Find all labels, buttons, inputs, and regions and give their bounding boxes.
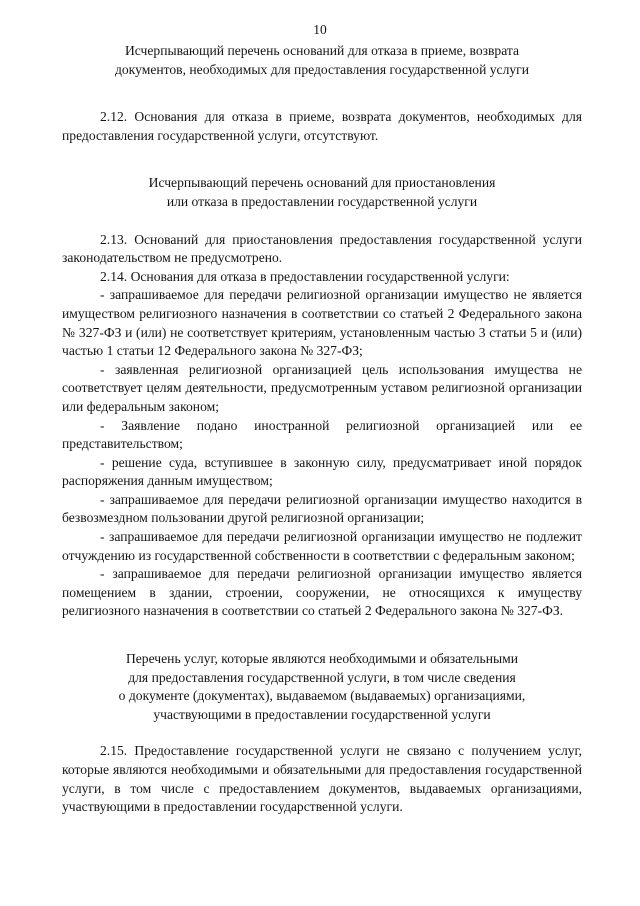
heading-line: Исчерпывающий перечень оснований для отказа в приеме, возврата [124,43,520,58]
refusal-ground-item: - запрашиваемое для передачи религиозной организации имущество является помещением в здании, строении, сооружении, не относящихся к имуществу религиозного назначения в соответствии со статьей 2 Федерального закона № 327-ФЗ. [62,566,582,619]
paragraph-2-15: 2.15. Предоставление государственной услуги не связано с получением услуг, которые являются необходимыми и обязательными для предоставления государственной услуги, в том числе с предоставлением документов, выдаваемых организациями, участвующими в предоставлении государственной услуги. [62,743,582,815]
paragraph-2-12: 2.12. Основания для отказа в приеме, возврата документов, необходимых для предоставления государственной услуги, отсутствуют. [62,109,582,143]
document-body [62,42,582,817]
heading-line: о документе (документах), выдаваемом (выдаваемых) организациями, [118,688,526,704]
heading-line: для предоставления государственной услуги, в том числе сведения [128,669,516,685]
paragraph-2-14-intro: 2.14. Основания для отказа в предоставлении государственной услуги: [100,268,510,284]
refusal-ground-item: - решение суда, вступившее в законную силу, предусматривает иной порядок распоряжения данным имуществом; [62,454,582,489]
refusal-ground-item: - запрашиваемое для передачи религиозной организации имущество не является имуществом религиозного назначения в соответствии со статьей 2 Федерального закона № 327-ФЗ и (или) не соответствует критериям, установленным частью 3 статьи 5 и (или) частью 1 статьи 12 Федерального закона № 327-ФЗ; [62,287,582,359]
refusal-ground-item: - запрашиваемое для передачи религиозной организации имущество находится в безвозмездном пользовании другой религиозной организации; [62,491,582,526]
heading-line: или отказа в предоставлении государственной услуги [166,193,478,209]
refusal-ground-item: - Заявление подано иностранной религиозной организацией или ее представительством; [62,417,582,452]
heading-line: Перечень услуг, которые являются необходимыми и обязательными [125,651,519,667]
heading-necessary-services-list [62,650,582,724]
page-number: 10 [313,22,327,37]
paragraph-2-13: 2.13. Оснований для приостановления предоставления государственной услуги законодательством не предусмотрено. [62,231,582,266]
heading-line: документов, необходимых для предоставления государственной услуги [114,61,530,77]
heading-refusal-acceptance-grounds [62,42,582,79]
heading-line: участвующими в предоставлении государственной услуги [153,706,491,722]
heading-suspension-refusal-grounds [62,174,582,211]
heading-line: Исчерпывающий перечень оснований для приостановления [148,175,496,191]
refusal-ground-item: - заявленная религиозной организацией цель использования имущества не соответствует целям деятельности, предусмотренным уставом религиозной организации или федеральным законом; [62,361,582,414]
refusal-ground-item: - запрашиваемое для передачи религиозной организации имущество не подлежит отчуждению из государственной собственности в соответствии с федеральным законом; [62,529,582,563]
